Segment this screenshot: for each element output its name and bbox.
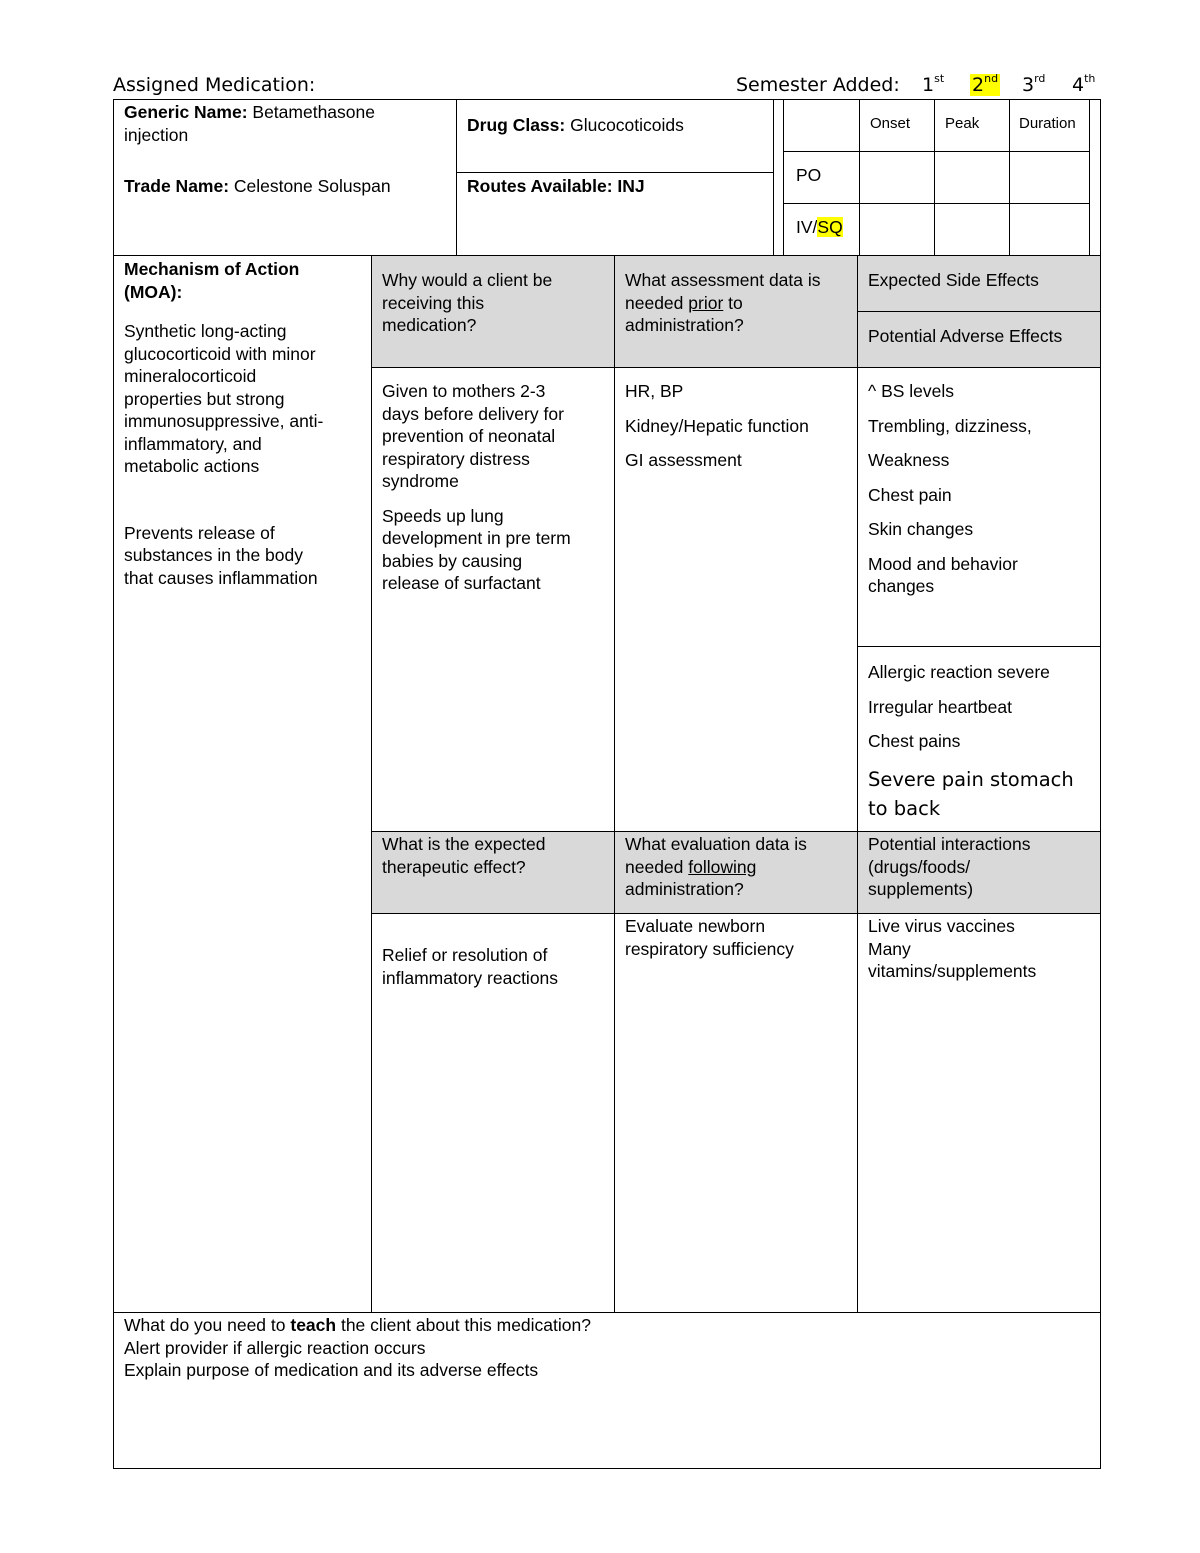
divider [857, 255, 858, 1313]
po-row-label: PO [796, 165, 822, 185]
divider [371, 831, 1101, 832]
routes-label: Routes Available: INJ [467, 176, 645, 196]
divider [614, 255, 615, 1313]
moa-text-a: Synthetic long-acting glucocorticoid with minor mineralocorticoid properties but strong immunosuppressive, anti- inflammatory, and metabolic actions [124, 321, 324, 476]
moa-cell [124, 258, 364, 589]
divider [1089, 99, 1090, 256]
teach-section [124, 1314, 1084, 1382]
semester-4th: 4th [1072, 72, 1096, 96]
divider [783, 151, 1090, 152]
side-effects-list: ^ BS levels Trembling, dizziness, Weakness Chest pain Skin changes Mood and behavior changes [868, 381, 1032, 596]
trade-name-value: Celestone Soluspan [233, 176, 391, 196]
divider [783, 99, 784, 256]
assigned-medication-label: Assigned Medication: [113, 74, 316, 96]
teach-line: Explain purpose of medication and its adverse effects [124, 1360, 539, 1380]
drug-class-value: Glucocoticoids [570, 115, 684, 135]
iv-sq-row-label: IV/SQ [796, 217, 843, 237]
semester-added-label: Semester Added: [736, 74, 900, 96]
table-border-right [1100, 99, 1101, 1469]
why-question: Why would a client be receiving this medication? [382, 270, 553, 335]
adverse-effects-list: Allergic reaction severe Irregular heartbeat Chest pains Severe pain stomach to back [868, 662, 1074, 820]
divider [113, 1312, 1101, 1313]
table-border-top [113, 99, 1101, 100]
drug-class-cell [467, 114, 684, 137]
divider [783, 203, 1090, 204]
peak-header: Peak [945, 115, 980, 132]
generic-name-label: Generic Name: [124, 102, 248, 122]
teach-question: What do you need to teach the client about this medication? [124, 1315, 591, 1335]
generic-name-value-cont: injection [124, 124, 189, 145]
assessment-answer: HR, BP Kidney/Hepatic function GI assessment [625, 381, 809, 470]
divider [857, 646, 1101, 647]
divider [456, 172, 773, 173]
divider [773, 99, 774, 256]
generic-name-cell [124, 101, 375, 146]
moa-text-b: Prevents release of substances in the body that causes inflammation [124, 522, 318, 588]
semester-3rd: 3rd [1022, 72, 1046, 96]
table-border-left [113, 99, 114, 1469]
table-border-bottom [113, 1468, 1101, 1469]
divider [456, 99, 457, 256]
side-effects-title: Expected Side Effects [868, 270, 1039, 290]
divider [934, 99, 935, 256]
divider [113, 255, 1101, 256]
divider [857, 311, 1101, 312]
teach-line: Alert provider if allergic reaction occurs [124, 1337, 426, 1358]
why-answer: Given to mothers 2-3 days before delivery for prevention of neonatal respiratory distress syndrome Speeds up lung development in pre term babies by causing release of surfactant [382, 381, 571, 593]
moa-title: Mechanism of Action [124, 259, 300, 279]
onset-header: Onset [870, 115, 911, 132]
trade-name-cell [124, 175, 391, 198]
therapeutic-answer: Relief or resolution of inflammatory reactions [382, 945, 559, 988]
assessment-question: What assessment data is needed prior to administration? [625, 270, 821, 335]
semester-1st: 1st [922, 72, 945, 96]
divider [371, 913, 1101, 914]
divider [371, 367, 1101, 368]
routes-cell [467, 175, 645, 198]
therapeutic-question: What is the expected therapeutic effect? [382, 834, 546, 877]
divider [1009, 99, 1010, 256]
interactions-question: Potential interactions (drugs/foods/ supplements) [868, 834, 1031, 899]
semester-2nd-selected: 2nd [972, 72, 999, 96]
adverse-effects-title: Potential Adverse Effects [868, 326, 1063, 346]
moa-title-cont: (MOA): [124, 281, 183, 302]
interactions-answer: Live virus vaccines Many vitamins/supplements [868, 916, 1037, 981]
trade-name-label: Trade Name: [124, 176, 230, 196]
drug-class-label: Drug Class: [467, 115, 566, 135]
duration-header: Duration [1019, 115, 1076, 132]
sq-highlight: SQ [817, 217, 843, 237]
generic-name-value: Betamethasone [252, 102, 375, 122]
divider [371, 255, 372, 1313]
evaluation-question: What evaluation data is needed following administration? [625, 834, 807, 899]
divider [859, 99, 860, 256]
evaluation-answer: Evaluate newborn respiratory sufficiency [625, 916, 794, 959]
